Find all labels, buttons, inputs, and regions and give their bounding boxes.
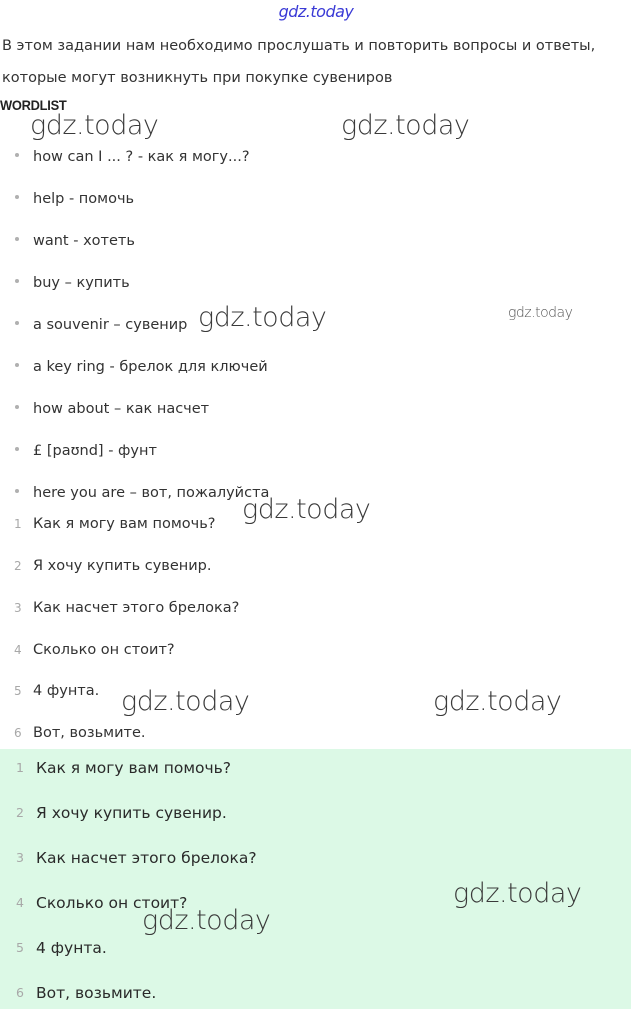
- wordlist-entry: how about – как насчет: [33, 401, 210, 417]
- phrase-text: Сколько он стоит?: [33, 642, 175, 658]
- wordlist-heading: WORDLIST: [0, 97, 67, 113]
- watermark: gdz.today: [453, 878, 582, 909]
- bullet-icon: [15, 195, 19, 199]
- phrase-text: 4 фунта.: [33, 683, 100, 699]
- watermark: gdz.today: [30, 110, 159, 141]
- item-number: 2: [14, 559, 22, 573]
- phrase-text: Как я могу вам помочь?: [36, 759, 232, 777]
- bullet-icon: [15, 321, 19, 325]
- watermark: gdz.today: [341, 110, 470, 141]
- wordlist-entry: a key ring - брелок для ключей: [33, 359, 268, 375]
- wordlist-entry: here you are – вот, пожалуйста: [33, 485, 270, 501]
- bullet-icon: [15, 237, 19, 241]
- phrase-text: Я хочу купить сувенир.: [33, 558, 212, 574]
- wordlist-entry: £ [paʊnd] - фунт: [33, 443, 157, 459]
- phrase-text: Я хочу купить сувенир.: [36, 804, 227, 822]
- phrase-text: Как насчет этого брелока?: [33, 600, 240, 616]
- phrase-text: Как насчет этого брелока?: [36, 849, 257, 867]
- watermark: gdz.today: [508, 305, 573, 321]
- watermark: gdz.today: [242, 494, 371, 525]
- item-number: 2: [16, 805, 24, 820]
- task-description: В этом задании нам необходимо прослушать и повторить вопросы и ответы, которые могут возникнуть при покупке сувениров: [2, 38, 596, 86]
- phrase-text: Вот, возьмите.: [33, 725, 146, 741]
- item-number: 4: [14, 643, 22, 657]
- phrase-text: Как я могу вам помочь?: [33, 516, 216, 532]
- wordlist-entry: help - помочь: [33, 191, 135, 207]
- item-number: 4: [16, 895, 24, 910]
- item-number: 3: [14, 601, 22, 615]
- bullet-icon: [15, 363, 19, 367]
- bullet-icon: [15, 489, 19, 493]
- item-number: 6: [14, 726, 22, 740]
- bullet-icon: [15, 405, 19, 409]
- item-number: 5: [14, 684, 22, 698]
- watermark: gdz.today: [142, 905, 271, 936]
- item-number: 5: [16, 940, 24, 955]
- item-number: 3: [16, 850, 24, 865]
- bullet-icon: [15, 153, 19, 157]
- wordlist-entry: want - хотеть: [33, 233, 135, 249]
- phrase-text: Сколько он стоит?: [36, 894, 188, 912]
- bullet-icon: [15, 279, 19, 283]
- wordlist-entry: how can I ... ? - как я могу...?: [33, 149, 250, 165]
- watermark: gdz.today: [198, 302, 327, 333]
- phrase-text: 4 фунта.: [36, 939, 107, 957]
- wordlist-entry: a souvenir – сувенир: [33, 317, 188, 333]
- item-number: 6: [16, 985, 24, 1000]
- item-number: 1: [14, 517, 22, 531]
- phrase-text: Вот, возьмите.: [36, 984, 157, 1002]
- bullet-icon: [15, 447, 19, 451]
- wordlist-entry: buy – купить: [33, 275, 130, 291]
- item-number: 1: [16, 760, 24, 775]
- watermark: gdz.today: [433, 686, 562, 717]
- watermark: gdz.today: [121, 686, 250, 717]
- site-logo[interactable]: gdz.today: [278, 2, 354, 21]
